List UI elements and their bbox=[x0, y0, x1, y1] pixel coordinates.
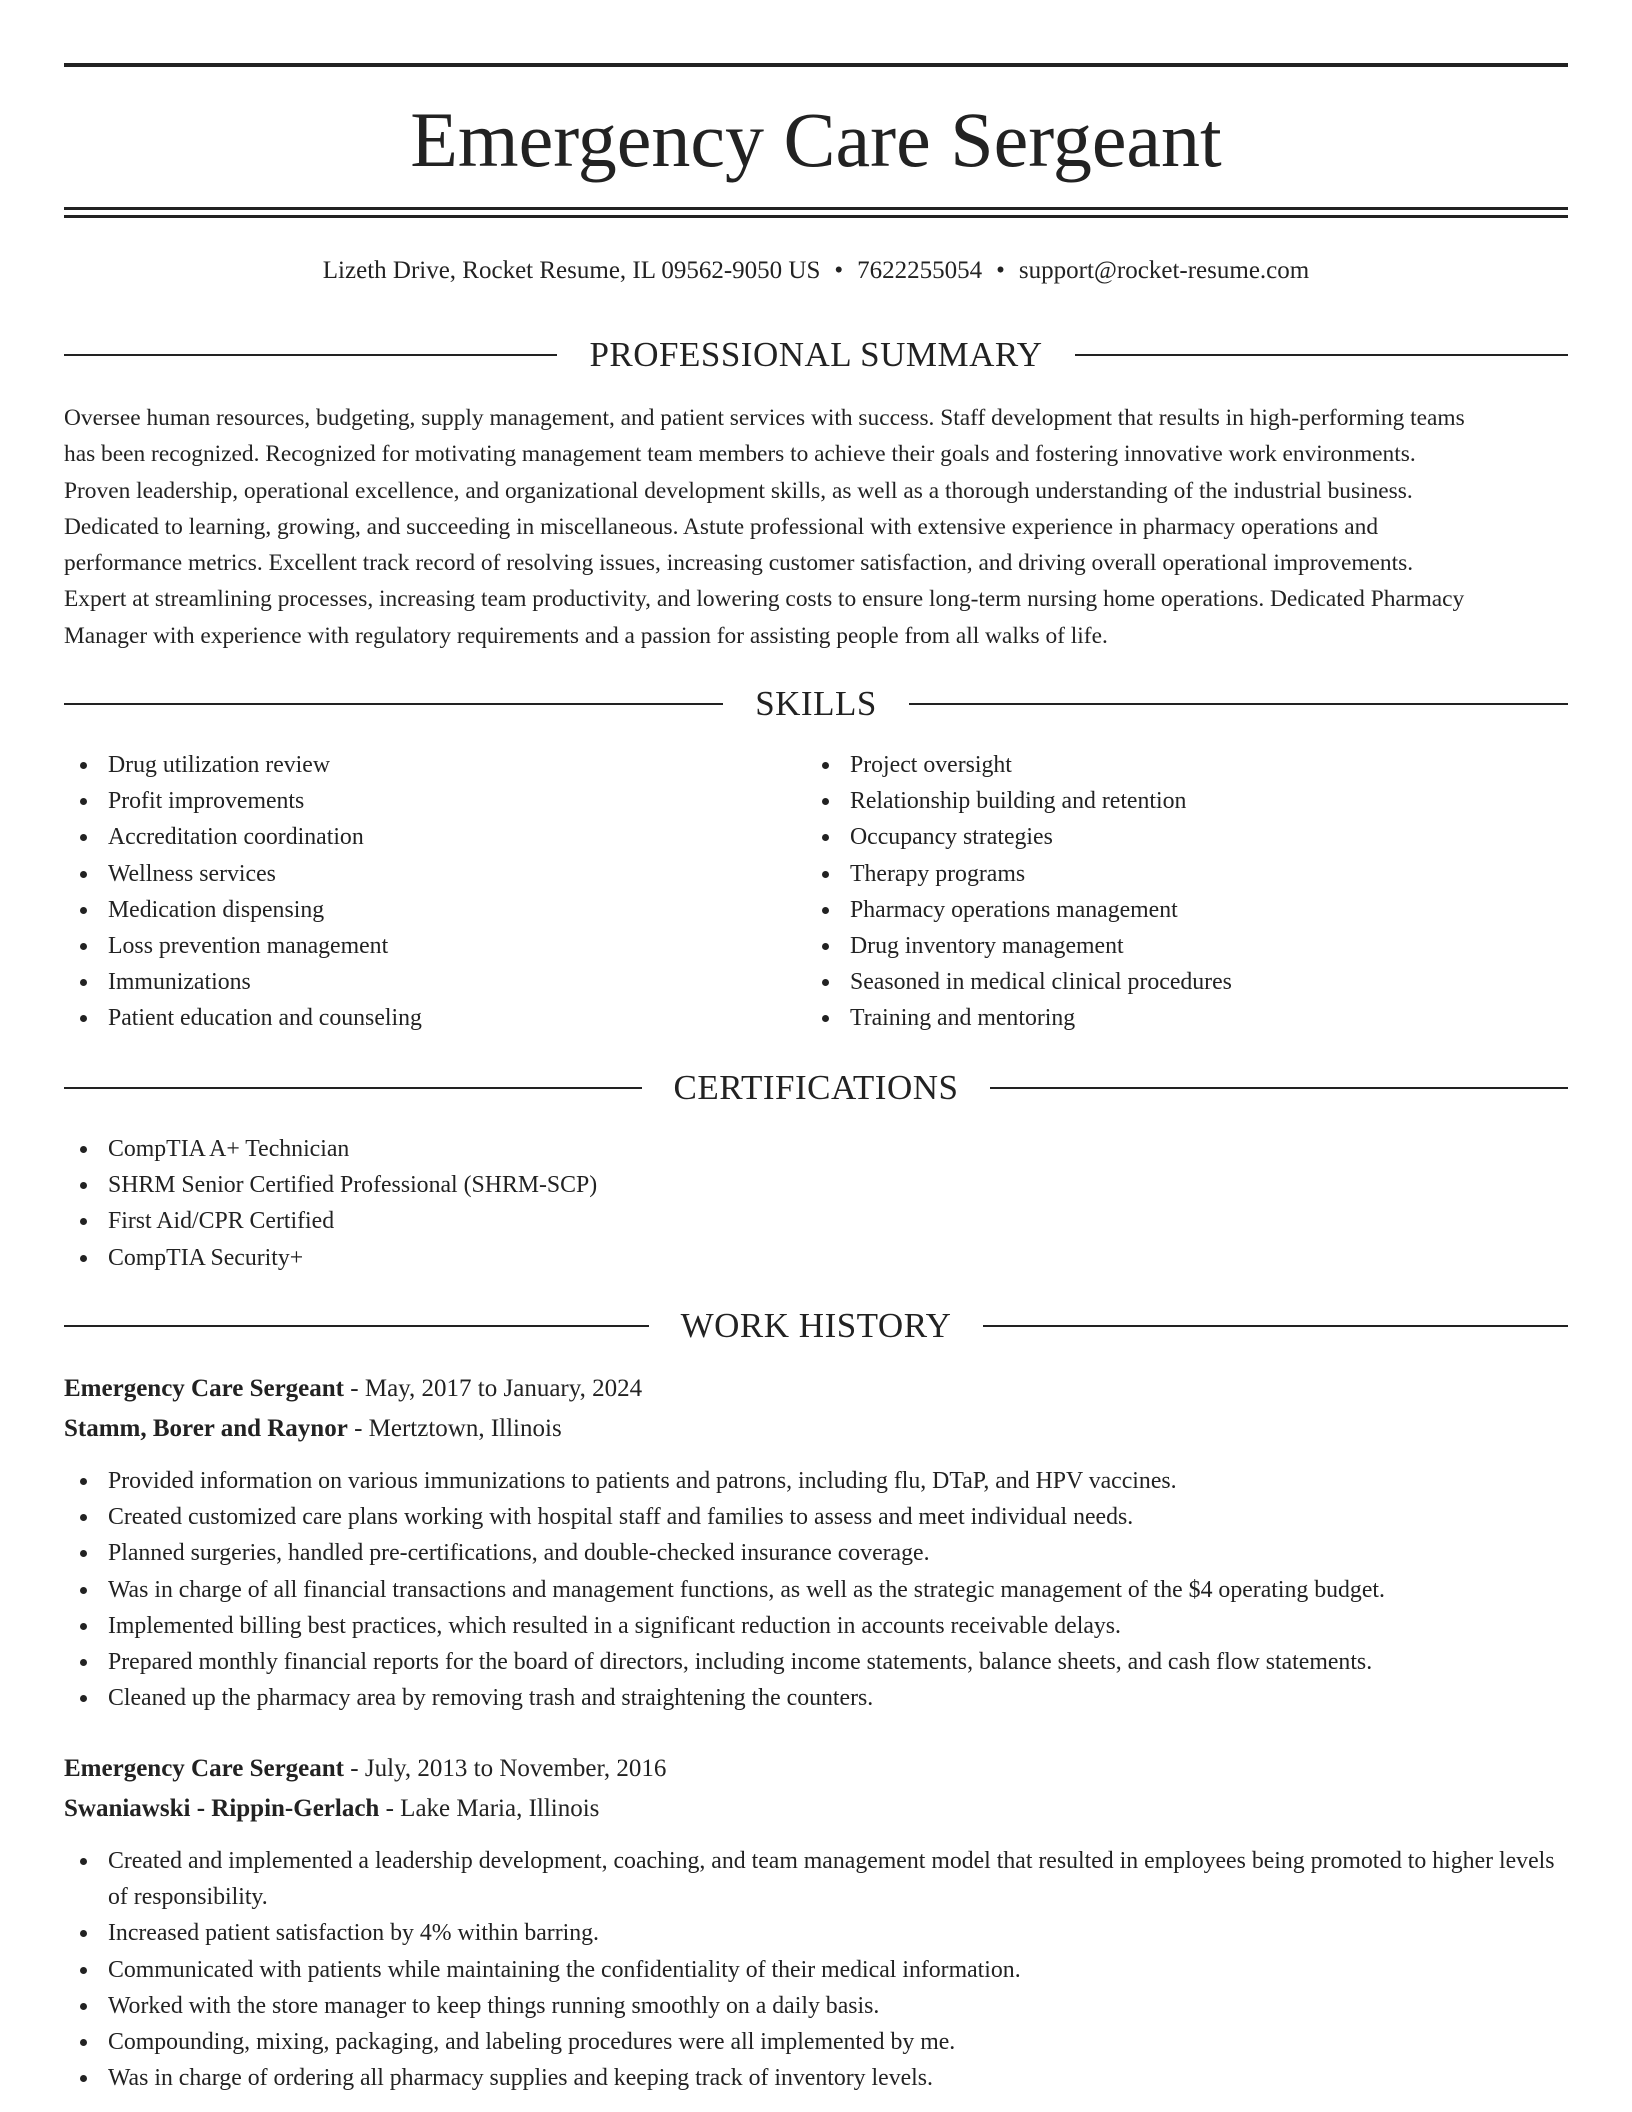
job-bullet: Provided information on various immunizations to patients and patrons, including flu, DTaP, and HPV vaccines. bbox=[64, 1463, 1568, 1499]
job-title-line bbox=[64, 1751, 1568, 1787]
skill-item: Wellness services bbox=[64, 856, 764, 892]
section-rule bbox=[1075, 354, 1568, 356]
skill-item: Training and mentoring bbox=[806, 1000, 1546, 1036]
job-bullet: Communicated with patients while maintaining the confidentiality of their medical information. bbox=[64, 1952, 1568, 1988]
job-dates: - May, 2017 to January, 2024 bbox=[344, 1375, 643, 1402]
summary-line: performance metrics. Excellent track record of resolving issues, increasing customer satisfaction, and driving overall operational improvements. bbox=[64, 550, 1414, 577]
job-company-line bbox=[64, 1791, 1568, 1827]
section-heading-skills bbox=[64, 682, 1568, 726]
section-rule bbox=[64, 1325, 649, 1327]
certification-item: SHRM Senior Certified Professional (SHRM-SCP) bbox=[64, 1167, 1064, 1203]
job-bullet: Worked with the store manager to keep things running smoothly on a daily basis. bbox=[64, 1988, 1568, 2024]
job-bullet: Cleaned up the pharmacy area by removing trash and straightening the counters. bbox=[64, 1680, 1568, 1716]
summary-text bbox=[64, 400, 1568, 654]
header-top-rule bbox=[64, 63, 1568, 67]
job-title: Emergency Care Sergeant bbox=[64, 1375, 345, 1402]
summary-line: Dedicated to learning, growing, and succeeding in miscellaneous. Astute professional with extensive experience in pharmacy operations and bbox=[64, 513, 1379, 540]
job-bullet: Compounding, mixing, packaging, and labeling procedures were all implemented by me. bbox=[64, 2024, 1568, 2060]
job-location: - Lake Maria, Illinois bbox=[379, 1795, 600, 1822]
contact-line bbox=[64, 254, 1568, 288]
skill-item: Seasoned in medical clinical procedures bbox=[806, 964, 1546, 1000]
job-location: - Mertztown, Illinois bbox=[347, 1415, 562, 1442]
certification-item: CompTIA Security+ bbox=[64, 1240, 1064, 1276]
skills-list-left bbox=[64, 747, 764, 1037]
section-heading-work-history bbox=[64, 1304, 1568, 1348]
skill-item: Drug inventory management bbox=[806, 928, 1546, 964]
contact-phone: 7622255054 bbox=[857, 257, 983, 284]
job-title: Emergency Care Sergeant bbox=[64, 1755, 345, 1782]
job-dates: - July, 2013 to November, 2016 bbox=[344, 1755, 667, 1782]
section-rule bbox=[983, 1325, 1568, 1327]
job-bullet: Prepared monthly financial reports for the board of directors, including income statements, balance sheets, and cash flow statements. bbox=[64, 1644, 1568, 1680]
job-bullets bbox=[64, 1843, 1568, 2096]
job-title-line bbox=[64, 1371, 1568, 1407]
summary-line: Oversee human resources, budgeting, supply management, and patient services with success. Staff development that results in high-performing teams bbox=[64, 405, 1465, 431]
contact-address: Lizeth Drive, Rocket Resume, IL 09562-9050 US bbox=[322, 257, 821, 284]
contact-separator: • bbox=[834, 257, 844, 284]
job-bullet: Created and implemented a leadership development, coaching, and team management model that resulted in employees being promoted to higher levels of responsibility. bbox=[64, 1843, 1568, 1915]
skill-item: Patient education and counseling bbox=[64, 1000, 764, 1036]
skill-item: Medication dispensing bbox=[64, 892, 764, 928]
section-rule bbox=[990, 1087, 1568, 1089]
section-title: SKILLS bbox=[755, 684, 877, 723]
skill-item: Profit improvements bbox=[64, 783, 764, 819]
contact-email: support@rocket-resume.com bbox=[1018, 257, 1310, 284]
certifications-list bbox=[64, 1131, 1064, 1276]
job-company: Swaniawski - Rippin-Gerlach bbox=[64, 1795, 380, 1822]
summary-line: Manager with experience with regulatory requirements and a passion for assisting people from all walks of life. bbox=[64, 622, 1108, 649]
job-bullet: Implemented billing best practices, which resulted in a significant reduction in accounts receivable delays. bbox=[64, 1608, 1568, 1644]
section-rule bbox=[64, 703, 723, 705]
section-rule bbox=[909, 703, 1568, 705]
skill-item: Immunizations bbox=[64, 964, 764, 1000]
job-company: Stamm, Borer and Raynor bbox=[64, 1415, 348, 1442]
section-heading-summary bbox=[64, 333, 1568, 377]
summary-line: Proven leadership, operational excellence, and organizational development skills, as well as a thorough understanding of the industrial business. bbox=[64, 477, 1413, 504]
skill-item: Pharmacy operations management bbox=[806, 892, 1546, 928]
certification-item: First Aid/CPR Certified bbox=[64, 1203, 1064, 1239]
contact-separator: • bbox=[996, 257, 1005, 284]
candidate-name: Emergency Care Sergeant bbox=[410, 96, 1222, 183]
skill-item: Project oversight bbox=[806, 747, 1546, 783]
section-heading-certifications bbox=[64, 1066, 1568, 1110]
header-double-rule-upper bbox=[64, 207, 1568, 210]
job-company-line bbox=[64, 1411, 1568, 1447]
skill-item: Occupancy strategies bbox=[806, 819, 1546, 855]
header-double-rule-lower bbox=[64, 215, 1568, 218]
skill-item: Accreditation coordination bbox=[64, 819, 764, 855]
job-bullet: Created customized care plans working with hospital staff and families to assess and meet individual needs. bbox=[64, 1499, 1568, 1535]
section-title: WORK HISTORY bbox=[680, 1306, 952, 1345]
section-rule bbox=[64, 354, 557, 356]
job-bullet: Was in charge of all financial transactions and management functions, as well as the strategic management of the $4 operating budget. bbox=[64, 1572, 1568, 1608]
skill-item: Relationship building and retention bbox=[806, 783, 1546, 819]
section-title: PROFESSIONAL SUMMARY bbox=[589, 335, 1043, 374]
job-bullet: Planned surgeries, handled pre-certifications, and double-checked insurance coverage. bbox=[64, 1535, 1568, 1571]
section-rule bbox=[64, 1087, 642, 1089]
skill-item: Drug utilization review bbox=[64, 747, 764, 783]
job-bullet: Was in charge of ordering all pharmacy supplies and keeping track of inventory levels. bbox=[64, 2060, 1568, 2096]
job-bullet: Increased patient satisfaction by 4% within barring. bbox=[64, 1915, 1568, 1951]
skill-item: Loss prevention management bbox=[64, 928, 764, 964]
section-title: CERTIFICATIONS bbox=[673, 1068, 959, 1107]
job-bullets bbox=[64, 1463, 1568, 1716]
summary-line: Expert at streamlining processes, increasing team productivity, and lowering costs to ensure long-term nursing home operations. Dedicated Pharmacy bbox=[64, 586, 1465, 613]
summary-line: has been recognized. Recognized for motivating management team members to achieve their goals and fostering innovative work environments. bbox=[64, 441, 1416, 468]
certification-item: CompTIA A+ Technician bbox=[64, 1131, 1064, 1167]
skill-item: Therapy programs bbox=[806, 856, 1546, 892]
skills-list-right bbox=[806, 747, 1546, 1037]
